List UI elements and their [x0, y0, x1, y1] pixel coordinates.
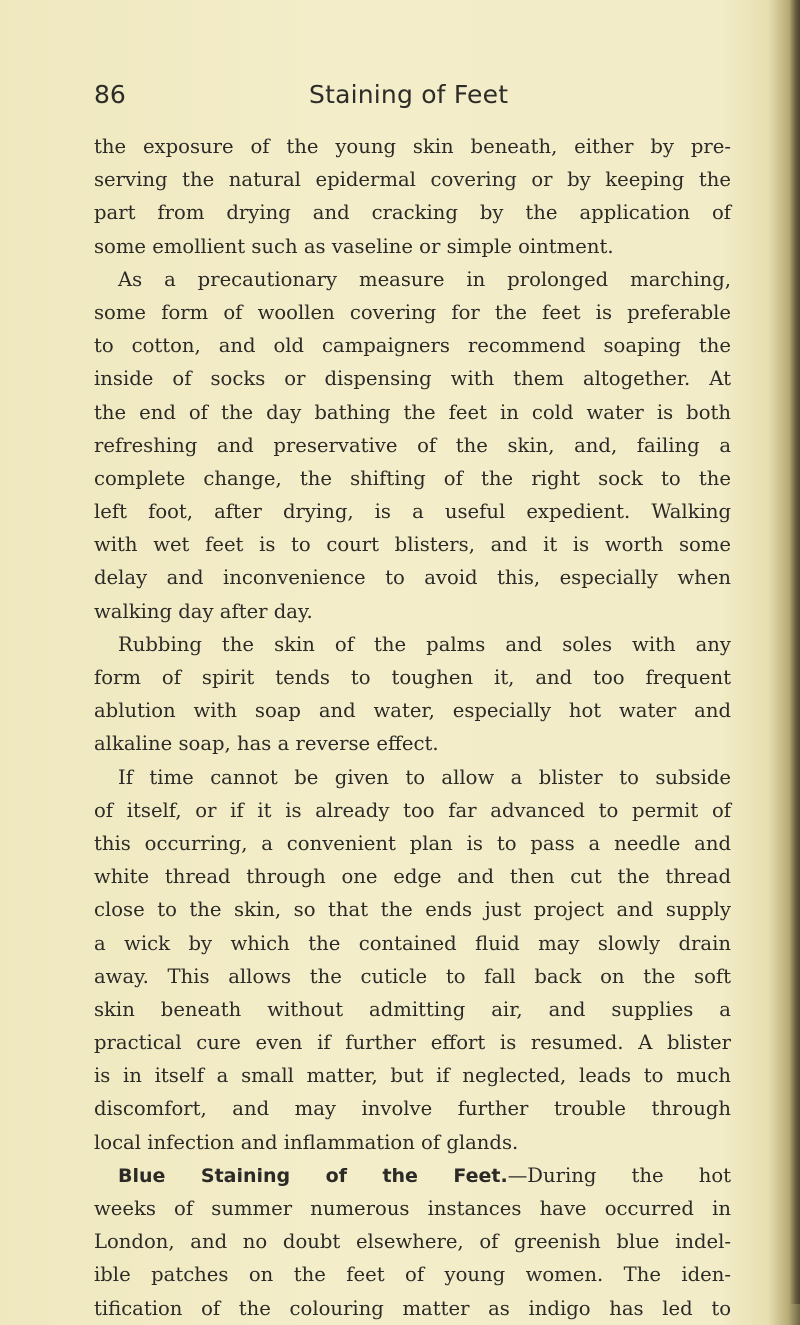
section-heading: Blue Staining of the Feet.	[118, 1164, 508, 1187]
text-line: delay and inconvenience to avoid this, especially when	[94, 566, 731, 590]
text-line: the exposure of the young skin beneath, either by pre-	[94, 135, 731, 158]
text-line: to cotton, and old campaigners recommend soaping the	[94, 334, 731, 358]
text-line: some emollient such as vaseline or simple ointment.	[94, 234, 614, 258]
text-line: weeks of summer numerous instances have occurred in	[94, 1197, 731, 1220]
text-line: inside of socks or dispensing with them altogether. At	[94, 367, 731, 391]
text-line: part from drying and cracking by the application of	[94, 201, 731, 225]
paragraph	[94, 263, 731, 628]
text-line: As a precautionary measure in prolonged marching,	[118, 267, 731, 291]
text-line: alkaline soap, has a reverse effect.	[94, 732, 439, 756]
text-line: Rubbing the skin of the palms and soles with any	[118, 632, 731, 656]
text-line: ablution with soap and water, especially hot water and	[94, 699, 731, 723]
text-line: ible patches on the feet of young women. The iden-	[94, 1263, 731, 1287]
text-line: away. This allows the cuticle to fall back on the soft	[94, 964, 731, 988]
page-number: 86	[94, 80, 126, 109]
section-first-line-text: —During the hot	[507, 1163, 731, 1187]
paragraph	[94, 761, 731, 1159]
text-line: a wick by which the contained fluid may slowly drain	[94, 931, 731, 955]
section-first-line	[94, 1159, 731, 1192]
text-line: with wet feet is to court blisters, and it is worth some	[94, 533, 731, 557]
page-edge-shadow	[790, 0, 800, 1304]
text-line: is in itself a small matter, but if neglected, leads to much	[94, 1064, 731, 1088]
text-line: skin beneath without admitting air, and supplies a	[94, 997, 731, 1021]
page-header	[94, 80, 734, 120]
text-line: tification of the colouring matter as indigo has led to	[94, 1296, 731, 1320]
text-line: refreshing and preservative of the skin, and, failing a	[94, 433, 731, 457]
paragraph	[94, 130, 731, 263]
paragraph	[94, 628, 731, 761]
text-line: close to the skin, so that the ends just project and supply	[94, 898, 731, 922]
section-blue-staining	[94, 1159, 731, 1325]
text-line: London, and no doubt elsewhere, of greenish blue indel-	[94, 1230, 731, 1254]
text-line: this occurring, a convenient plan is to pass a needle and	[94, 831, 731, 855]
running-title: Staining of Feet	[309, 80, 509, 109]
text-line: form of spirit tends to toughen it, and too frequent	[94, 666, 731, 689]
text-line: serving the natural epidermal covering or by keeping the	[94, 168, 731, 192]
body-text	[94, 130, 731, 1325]
text-line: white thread through one edge and then cut the thread	[94, 865, 731, 889]
text-line: the end of the day bathing the feet in cold water is both	[94, 400, 731, 424]
text-line: left foot, after drying, is a useful expedient. Walking	[94, 500, 731, 524]
text-line: some form of woollen covering for the feet is preferable	[94, 300, 731, 324]
text-line: walking day after day.	[94, 599, 313, 623]
text-line: complete change, the shifting of the right sock to the	[94, 466, 731, 490]
text-line: local infection and inflammation of glands.	[94, 1130, 519, 1154]
text-line: practical cure even if further effort is resumed. A blister	[94, 1031, 731, 1055]
text-line: of itself, or if it is already too far advanced to permit of	[94, 798, 731, 822]
text-line: If time cannot be given to allow a blister to subside	[118, 765, 731, 789]
text-line: discomfort, and may involve further trouble through	[94, 1097, 731, 1121]
